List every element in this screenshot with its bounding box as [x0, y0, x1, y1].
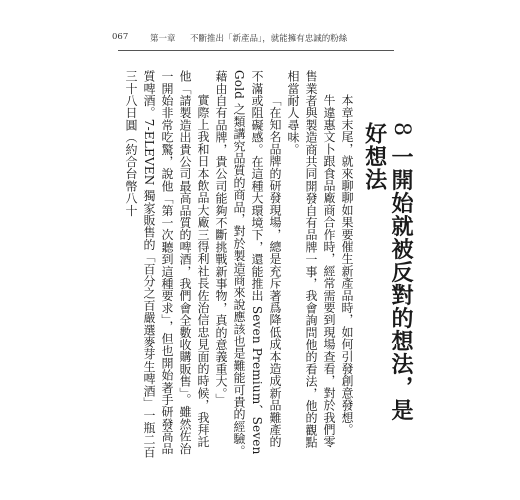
- section-title: 一開始就被反對的想法，是好想法: [361, 122, 414, 422]
- chapter-title: 不斷推出「新產品」，就能擁有忠誠的粉絲: [190, 34, 348, 44]
- paragraph: 「在知名品牌的研發現場，總是充斥著爲降低成本造成新品難產的不滿或阻礙感。在這種大環境下，還能推出 Seven Premium、Seven Gold 之類講究品質的商品，對於製造商來說應該也是難能可貴的經驗。藉由自有品牌，貴公司能夠不斷挑戰新事物，真的意義重大。」: [214, 70, 282, 457]
- paragraph: 實際上我和日本飲品大廠三得利社長佐治信忠見面的時候，我拜託他「請製造出貴公司最高品質的啤酒，我們會全數收購販售」。雖然佐治一開始非常吃驚，說他「第一次聽到這種要求」，但也開始著手研發高品質啤酒。7-ELEVEN 獨家販售的「百分之百嚴選麥芽生啤酒」一瓶二百三十八日圓（約合台幣八十: [124, 70, 210, 458]
- page-number: 067: [112, 32, 129, 42]
- chapter-label: 第一章: [150, 34, 176, 44]
- section-heading: [361, 122, 414, 434]
- header-rule: [118, 50, 394, 51]
- section-number: 8: [389, 122, 414, 137]
- paragraph: 牛違惠文卜跟食品廠商合作時，經常需要到現場查看，對於我們零售業者與製造商共同開發自有品牌一事，我會詢問他的看法，他的觀點相當耐人尋味。: [286, 70, 336, 449]
- body-text: [108, 70, 356, 458]
- paragraph: 本章末尾，就來聊聊如果要催生新產品時，如何引發創意發想。: [340, 94, 354, 436]
- running-header: [0, 32, 520, 46]
